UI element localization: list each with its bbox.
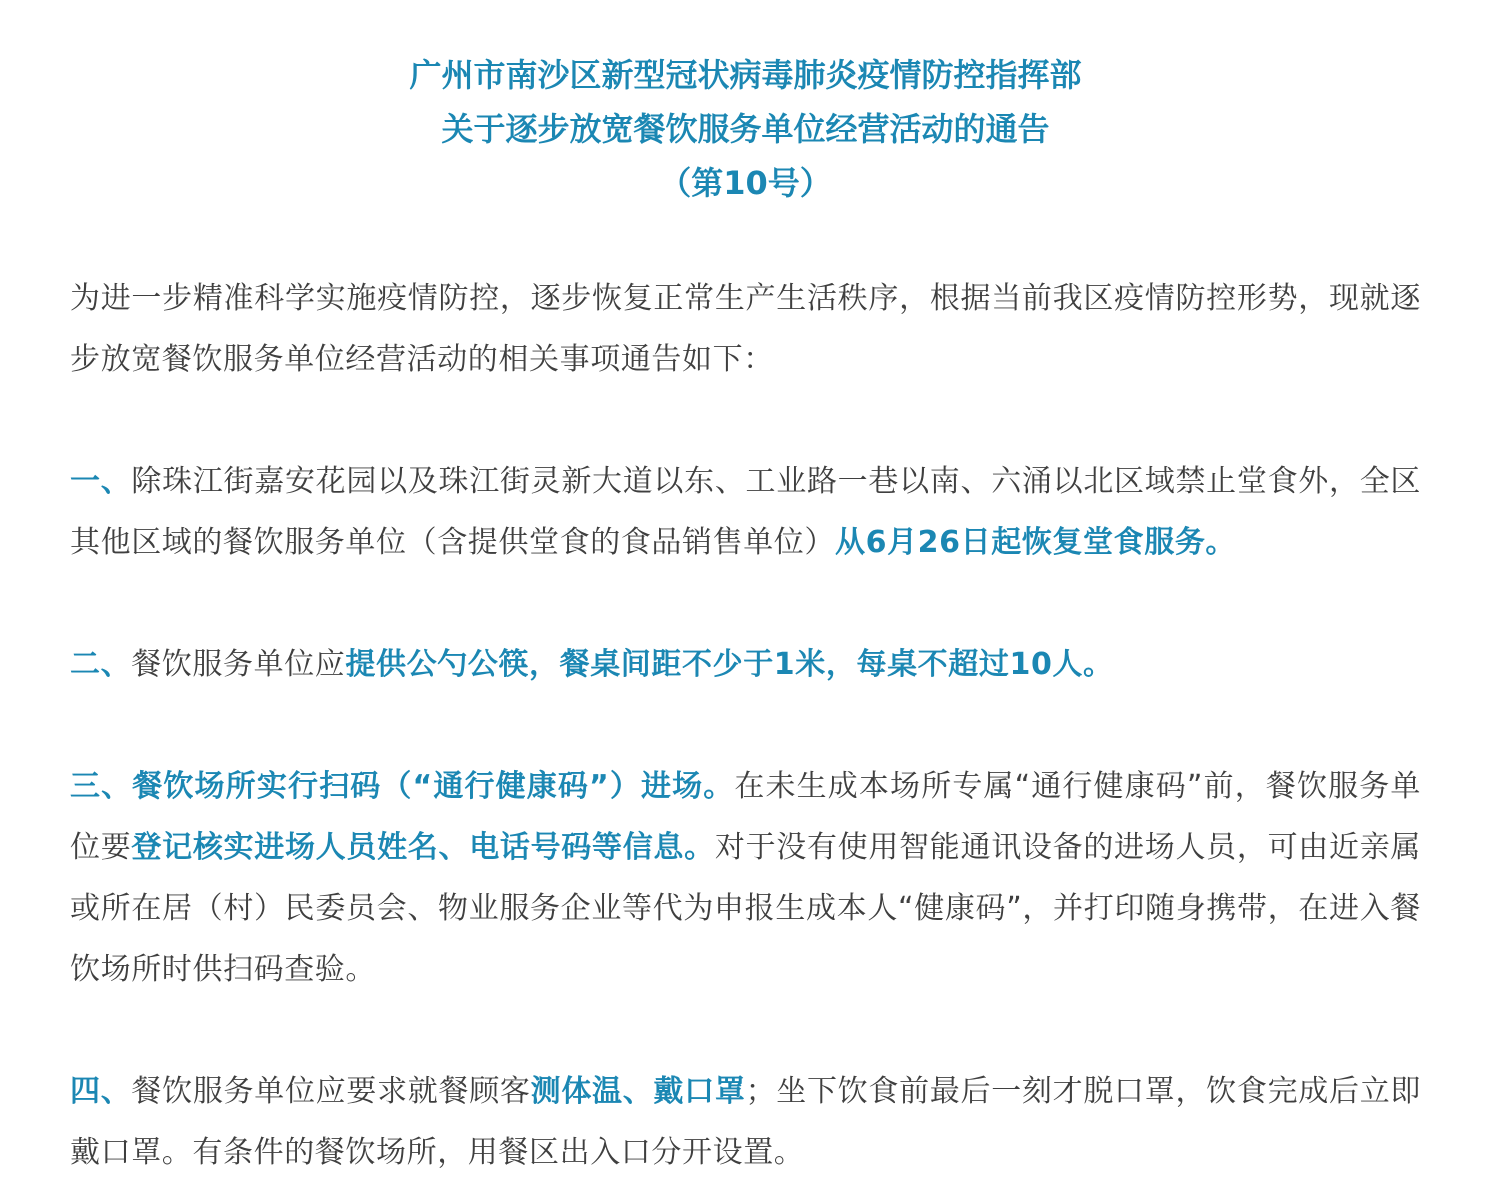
item-3-highlight: 登记核实进场人员姓名、电话号码等信息。 — [131, 830, 715, 865]
item-4-text-tail: ；坐下饮食前最后一刻才脱口罩，饮食完成后立即戴口罩。有条件的餐饮场所，用餐区出入口分开设置。 — [70, 1074, 1421, 1170]
title-line-1: 广州市南沙区新型冠状病毒肺炎疫情防控指挥部 — [409, 56, 1082, 94]
item-1-paragraph — [70, 451, 1421, 573]
notice-title — [70, 0, 1421, 210]
item-3-paragraph — [70, 756, 1421, 1000]
intro-text: 为进一步精准科学实施疫情防控，逐步恢复正常生产生活秩序，根据当前我区疫情防控形势，现就逐步放宽餐饮服务单位经营活动的相关事项通告如下： — [70, 281, 1421, 377]
item-1-text: 除珠江街嘉安花园以及珠江街灵新大道以东、工业路一巷以南、六涌以北区域禁止堂食外，全区其他区域的餐饮服务单位（含提供堂食的食品销售单位） — [70, 464, 1422, 560]
intro-paragraph — [70, 268, 1421, 390]
item-2-highlight: 提供公勺公筷，餐桌间距不少于1米，每桌不超过10人。 — [345, 647, 1114, 682]
item-4-paragraph — [70, 1061, 1421, 1183]
title-line-3: （第10号） — [659, 164, 832, 202]
item-4-highlight: 测体温、戴口罩 — [530, 1074, 746, 1109]
item-2-number: 二、 — [70, 647, 132, 682]
item-1-highlight: 从6月26日起恢复堂食服务。 — [835, 525, 1237, 560]
item-3-text-tail: 对于没有使用智能通讯设备的进场人员，可由近亲属或所在居（村）民委员会、物业服务企业等代为申报生成本人“健康码”，并打印随身携带，在进入餐饮场所时供扫码查验。 — [70, 830, 1422, 987]
title-line-2: 关于逐步放宽餐饮服务单位经营活动的通告 — [441, 110, 1050, 148]
item-2-paragraph — [70, 634, 1421, 695]
item-3-lead-highlight: 餐饮场所实行扫码（“通行健康码”）进场。 — [132, 769, 735, 804]
item-2-text: 餐饮服务单位应 — [131, 647, 346, 682]
item-3-text: 在未生成本场所专属“通行健康码”前，餐饮服务单位要 — [70, 769, 1422, 865]
item-3-number: 三、 — [70, 769, 133, 804]
item-4-number: 四、 — [70, 1074, 132, 1109]
item-4-text: 餐饮服务单位应要求就餐顾客 — [131, 1074, 531, 1109]
item-1-number: 一、 — [70, 464, 132, 499]
